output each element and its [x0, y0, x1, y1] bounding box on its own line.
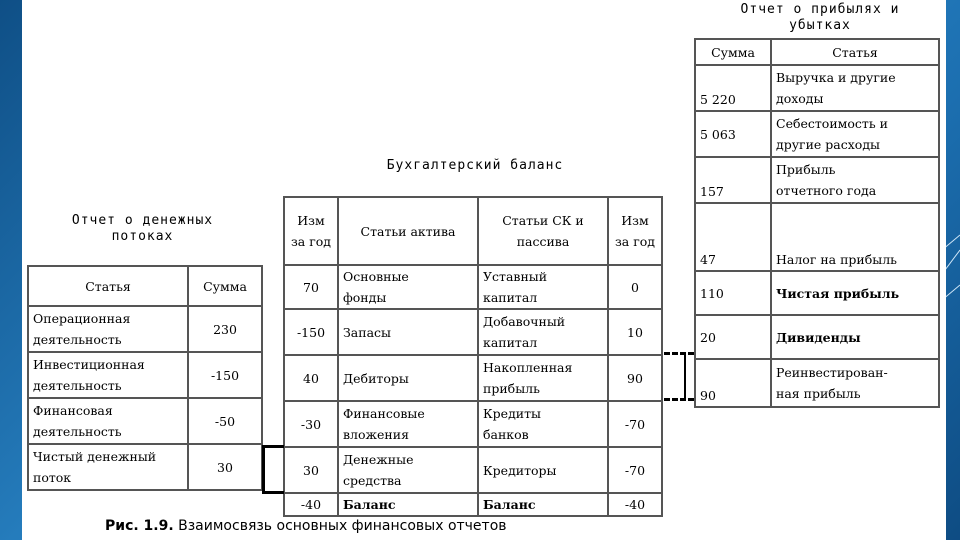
- balance-change-asset: 70: [284, 265, 338, 309]
- balance-change-asset: 30: [284, 447, 338, 493]
- income-sum: 157: [695, 157, 771, 203]
- cash-flow-item: Инвестиционная деятельность: [28, 352, 188, 398]
- income-sum: 20: [695, 315, 771, 359]
- table-row: [28, 444, 262, 490]
- connector-cash-vertical: [262, 445, 265, 493]
- connector-retained-top: [664, 352, 694, 355]
- cash-flow-sum: -150: [188, 352, 262, 398]
- income-title-line1: Отчет о прибылях и: [740, 2, 900, 17]
- cash-flow-table: [27, 265, 263, 491]
- cash-flow-item: Чистый денежный поток: [28, 444, 188, 490]
- table-row: [695, 315, 939, 359]
- balance-change-asset: 40: [284, 355, 338, 401]
- balance-header-assets: Статьи актива: [338, 197, 478, 265]
- balance-change-liability: -70: [608, 447, 662, 493]
- income-sum: 110: [695, 271, 771, 315]
- income-item: Себестоимость и другие расходы: [771, 111, 939, 157]
- balance-change-liability: 10: [608, 309, 662, 355]
- connector-cash-bottom: [262, 491, 284, 494]
- table-row: [695, 203, 939, 271]
- income-item: Прибыль отчетного года: [771, 157, 939, 203]
- table-row: [695, 271, 939, 315]
- cash-flow-sum: 30: [188, 444, 262, 490]
- income-title: [700, 2, 940, 34]
- balance-change-liability: -70: [608, 401, 662, 447]
- caption-prefix: Рис. 1.9.: [105, 518, 174, 534]
- table-row: [284, 493, 662, 516]
- table-row: [695, 359, 939, 407]
- balance-liability-item: Кредиторы: [478, 447, 608, 493]
- income-item: Реинвестирован- ная прибыль: [771, 359, 939, 407]
- table-row: [695, 65, 939, 111]
- balance-header-change-liabilities: Изм за год: [608, 197, 662, 265]
- connector-retained-bottom: [664, 398, 694, 401]
- income-title-line2: убытках: [789, 18, 851, 33]
- income-item: Дивиденды: [771, 315, 939, 359]
- balance-liability-item: Накопленная прибыль: [478, 355, 608, 401]
- balance-change-asset: -30: [284, 401, 338, 447]
- figure-caption: [105, 516, 507, 536]
- table-row: [284, 309, 662, 355]
- balance-change-liability: -40: [608, 493, 662, 516]
- income-table: [694, 38, 940, 408]
- cash-flow-header-sum: Сумма: [188, 266, 262, 306]
- connector-cash-top: [262, 445, 284, 448]
- balance-asset-item: Основные фонды: [338, 265, 478, 309]
- table-row: [695, 111, 939, 157]
- balance-change-asset: -40: [284, 493, 338, 516]
- income-item: Выручка и другие доходы: [771, 65, 939, 111]
- balance-liability-item: Кредиты банков: [478, 401, 608, 447]
- income-header-item: Статья: [771, 39, 939, 65]
- table-row: [28, 398, 262, 444]
- table-row: [284, 447, 662, 493]
- balance-liability-item: Уставный капитал: [478, 265, 608, 309]
- cash-flow-item: Операционная деятельность: [28, 306, 188, 352]
- balance-asset-item: Денежные средства: [338, 447, 478, 493]
- table-row: [284, 265, 662, 309]
- cash-flow-item: Финансовая деятельность: [28, 398, 188, 444]
- balance-liability-item: Добавочный капитал: [478, 309, 608, 355]
- income-sum: 90: [695, 359, 771, 407]
- table-row: [284, 401, 662, 447]
- balance-change-asset: -150: [284, 309, 338, 355]
- income-header-sum: Сумма: [695, 39, 771, 65]
- cash-flow-sum: -50: [188, 398, 262, 444]
- table-row: [284, 355, 662, 401]
- cash-flow-header-item: Статья: [28, 266, 188, 306]
- cash-flow-title-line1: Отчет о денежных: [71, 213, 214, 228]
- income-sum: 47: [695, 203, 771, 271]
- balance-asset-item: Дебиторы: [338, 355, 478, 401]
- income-item: Чистая прибыль: [771, 271, 939, 315]
- table-row: [28, 352, 262, 398]
- income-sum: 5 220: [695, 65, 771, 111]
- cash-flow-sum: 230: [188, 306, 262, 352]
- connector-retained-vertical: [684, 352, 686, 400]
- balance-change-liability: 0: [608, 265, 662, 309]
- balance-asset-item: Запасы: [338, 309, 478, 355]
- table-row: [695, 157, 939, 203]
- balance-liability-total: Баланс: [478, 493, 608, 516]
- balance-asset-item: Финансовые вложения: [338, 401, 478, 447]
- cash-flow-title-line2: потоках: [111, 229, 174, 244]
- balance-header-liabilities: Статьи СК и пассива: [478, 197, 608, 265]
- table-row: [28, 306, 262, 352]
- balance-change-liability: 90: [608, 355, 662, 401]
- income-sum: 5 063: [695, 111, 771, 157]
- caption-text: Взаимосвязь основных финансовых отчетов: [173, 518, 507, 534]
- balance-title: Бухгалтерский баланс: [386, 158, 564, 173]
- balance-header-change-assets: Изм за год: [284, 197, 338, 265]
- balance-table: [283, 196, 663, 517]
- income-item: Налог на прибыль: [771, 203, 939, 271]
- balance-asset-total: Баланс: [338, 493, 478, 516]
- cash-flow-title: [40, 213, 245, 245]
